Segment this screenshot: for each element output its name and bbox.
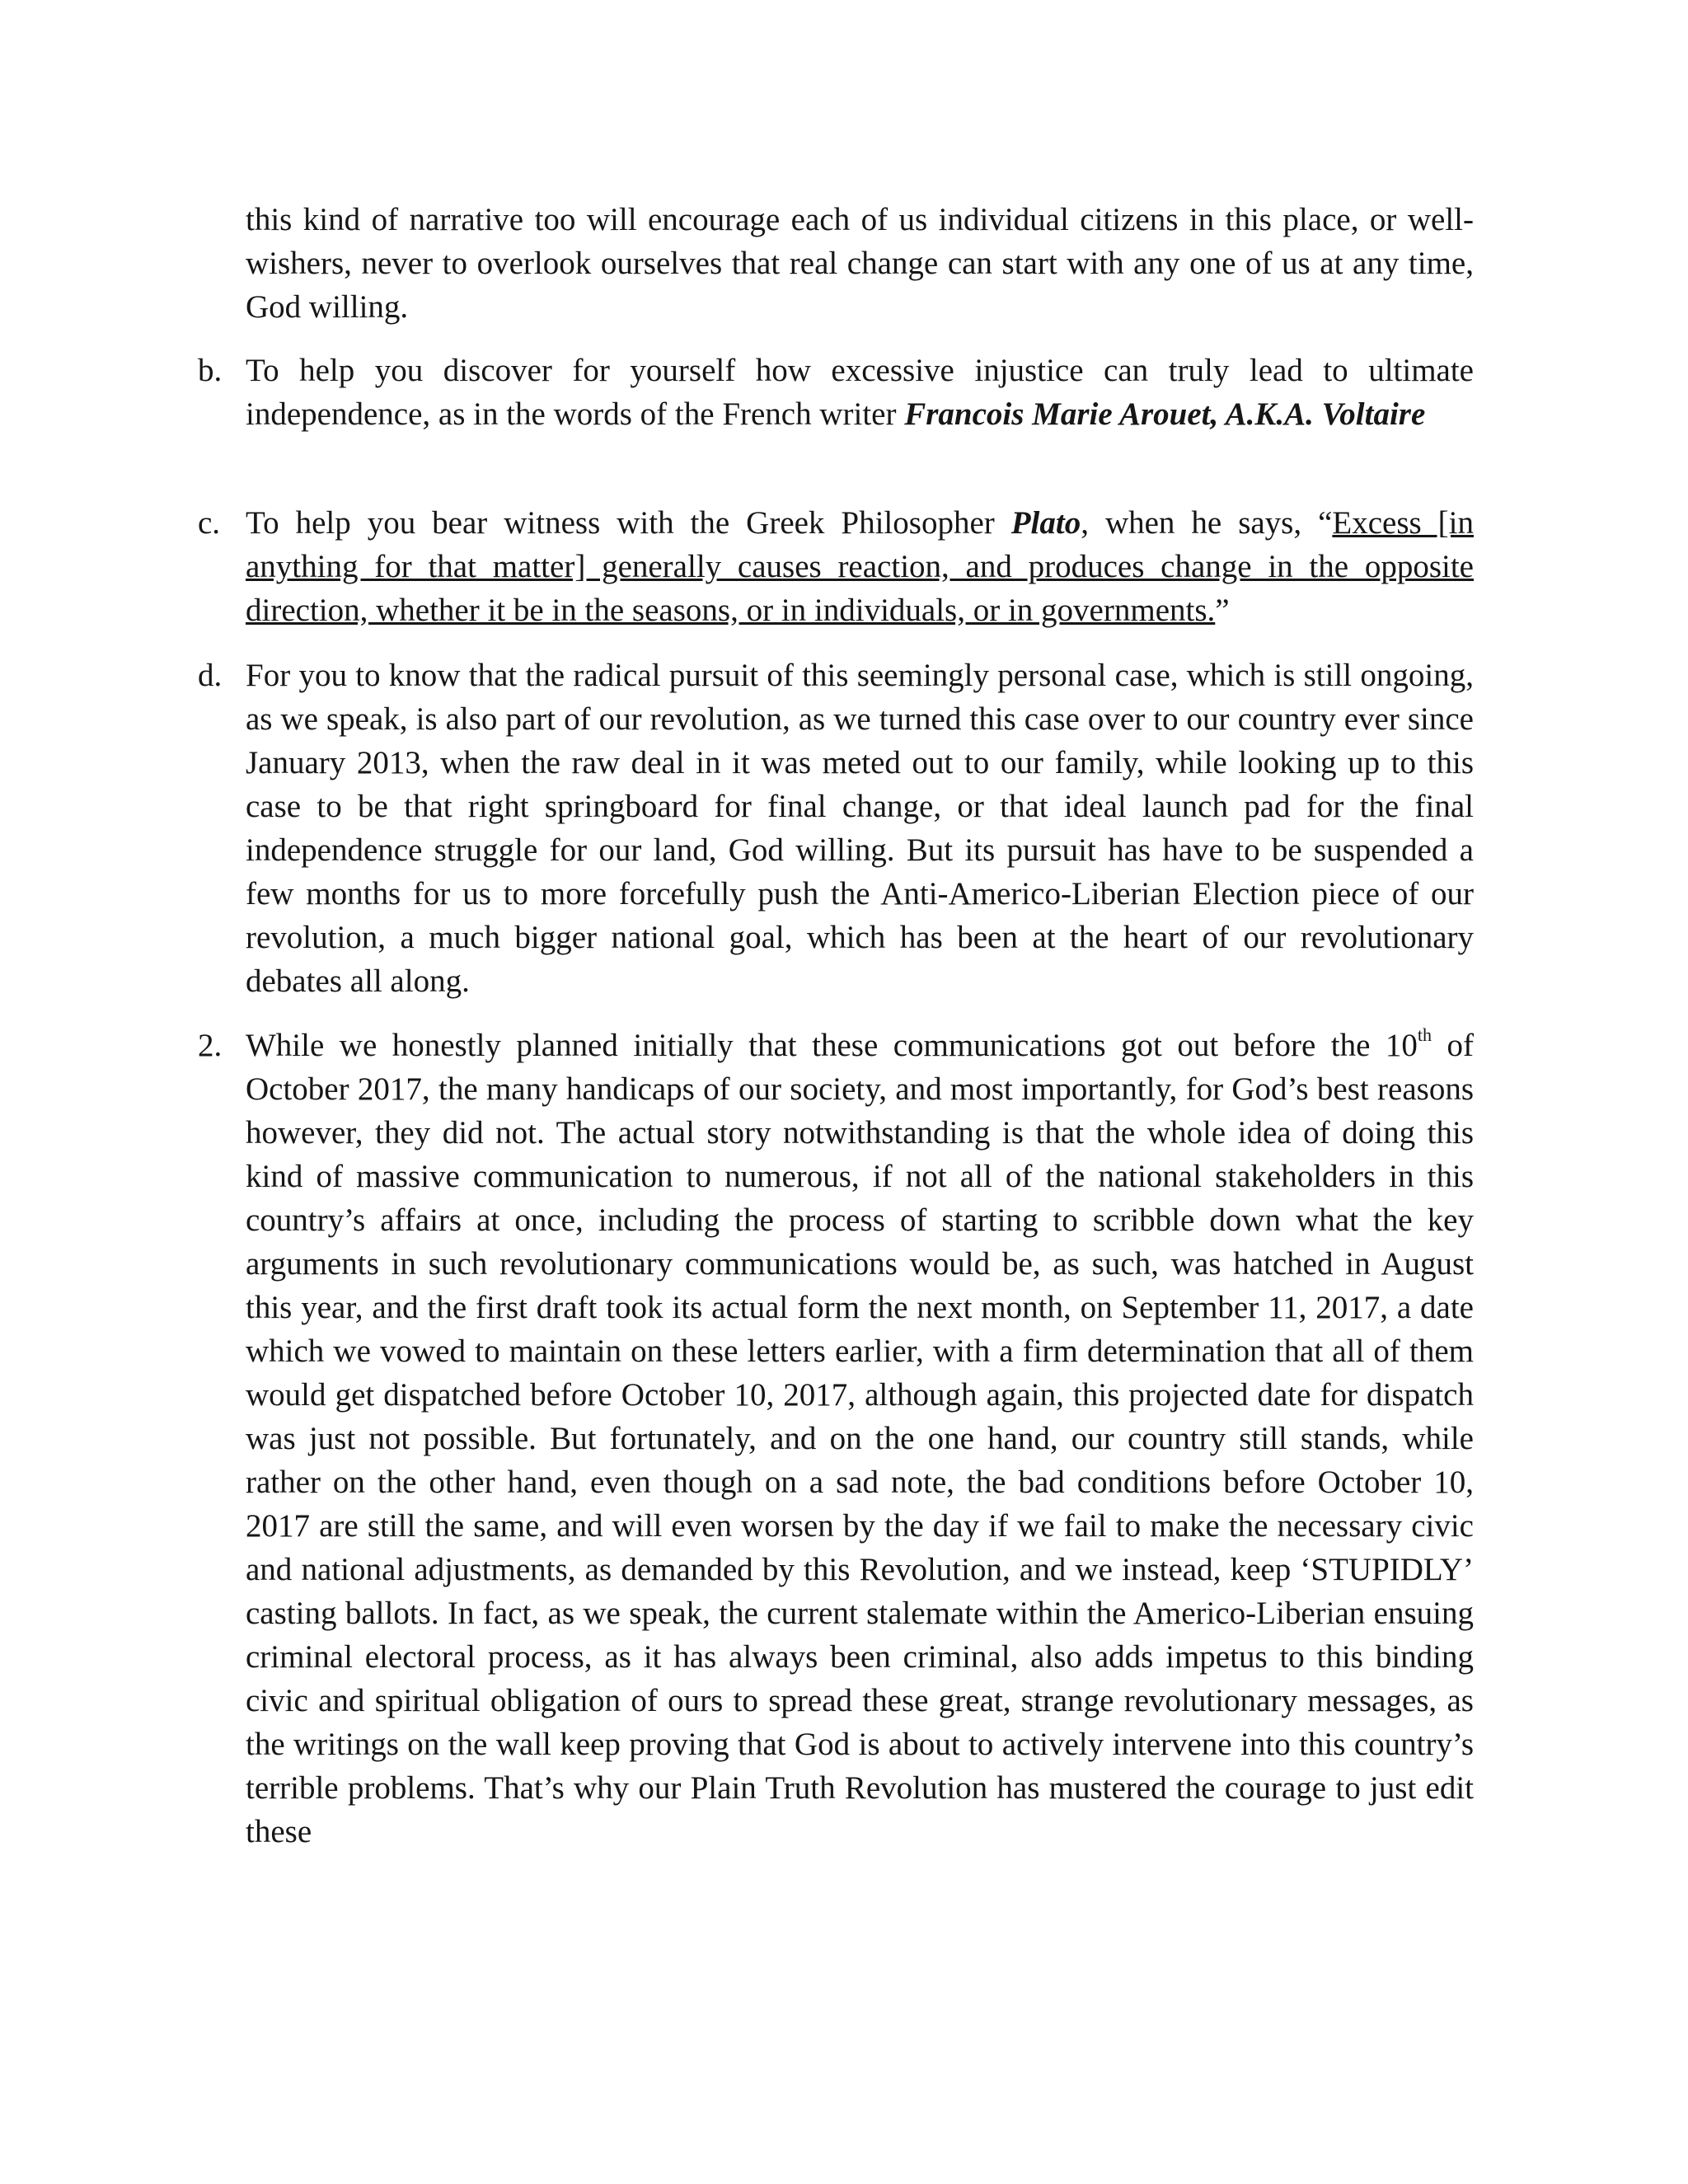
list-item-2: [246, 1024, 1474, 1854]
item-d-text: For you to know that the radical pursuit of this seemingly personal case, which is still ongoing, as we speak, is also part of our revolution, as we turned this case over to our country ever since January 2013, when the raw deal in it was meted out to our family, while looking up to this case to be that right springboard for final change, or that ideal launch pad for the final independence struggle for our land, God willing. But its pursuit has have to be suspended a few months for us to more forcefully push the Anti-Americo-Liberian Election piece of our revolution, a much bigger national goal, which has been at the heart of our revolutionary debates all along.: [246, 658, 1474, 999]
list-item-d: [246, 654, 1474, 1003]
list-item-b: [246, 349, 1474, 436]
ordinal-suffix: th: [1417, 1024, 1432, 1045]
plato-quote: Excess [in anything for that matter] generally causes reaction, and produces change in the opposite direction, whether it be in the seasons, or in individuals, or in governments.: [246, 505, 1475, 628]
item-c-text: To help you bear witness with the Greek Philosopher: [246, 505, 1011, 541]
intro-paragraph: [246, 198, 1474, 329]
item-c-close-quote: ”: [1215, 593, 1230, 628]
item-b-text: To help you discover for yourself how excessive injustice can truly lead to ultimate independence, as in the words of the French writer: [246, 353, 1474, 432]
item-c-middle: , when he says, “: [1081, 505, 1333, 541]
plato-name: Plato: [1010, 505, 1081, 541]
item-2-text-start: While we honestly planned initially that these communications got out before the 10: [246, 1028, 1418, 1063]
voltaire-name: Francois Marie Arouet, A.K.A. Voltaire: [904, 396, 1426, 432]
list-item-c: [246, 501, 1474, 632]
list-marker-d: d.: [198, 658, 223, 693]
item-2-text-rest: of October 2017, the many handicaps of our society, and most importantly, for God’s best reasons however, they did not. The actual story notwithstanding is that the whole idea of doing this kind of massive communication to numerous, if not all of the national stakeholders in this country’s affairs at once, including the process of starting to scribble down what the key arguments in such revolutionary communications would be, as such, was hatched in August this year, and the first draft took its actual form the next month, on September 11, 2017, a date which we vowed to maintain on these letters earlier, with a firm determination that all of them would get dispatched before October 10, 2017, although again, this projected date for dispatch was just not possible. But fortunately, and on the one hand, our country still stands, while rather on the other hand, even though on a sad note, the bad conditions before October 10, 2017 are still the same, and will even worsen by the day if we fail to make the necessary civic and national adjustments, as demanded by this Revolution, and we instead, keep ‘STUPIDLY’ casting ballots. In fact, as we speak, the current stalemate within the Americo-Liberian ensuing criminal electoral process, as it has always been criminal, also adds impetus to this binding civic and spiritual obligation of ours to spread these great, strange revolutionary messages, as the writings on the wall keep proving that God is about to actively intervene into this country’s terrible problems. That’s why our Plain Truth Revolution has mustered the courage to just edit these: [246, 1028, 1474, 1849]
intro-text: this kind of narrative too will encourage each of us individual citizens in this place, or well-wishers, never to overlook ourselves that real change can start with any one of us at any time, God willing.: [246, 202, 1474, 325]
list-marker-c: c.: [198, 505, 221, 541]
list-marker-b: b.: [198, 353, 223, 388]
list-marker-2: 2.: [198, 1028, 223, 1063]
